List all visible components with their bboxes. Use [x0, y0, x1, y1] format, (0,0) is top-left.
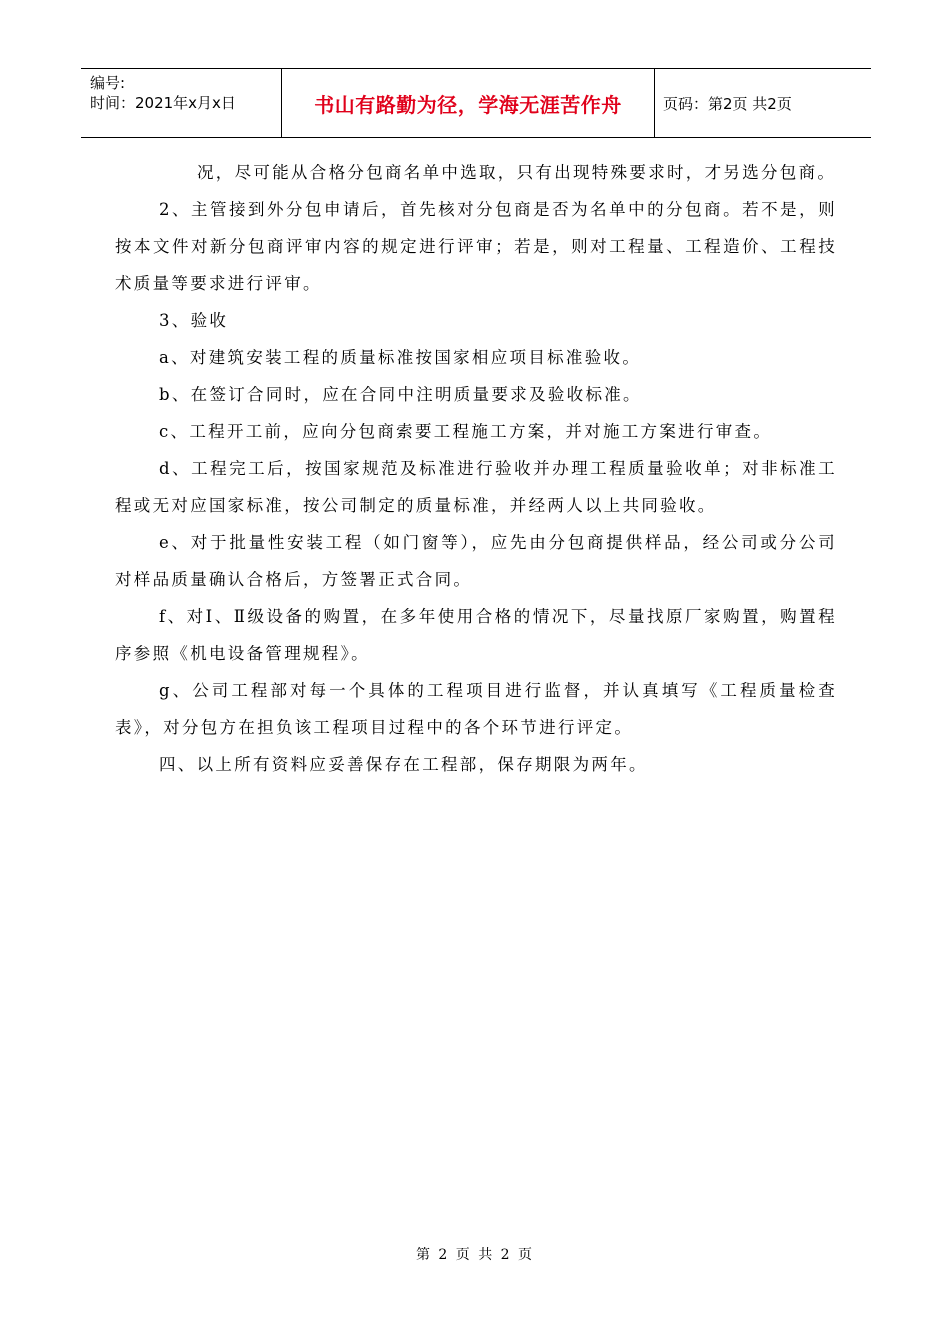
document-body	[115, 154, 837, 783]
page-header	[81, 68, 871, 138]
document-number-label: 编号:	[90, 74, 126, 92]
page-footer: 第 2 页 共 2 页	[415, 1247, 535, 1263]
paragraph-continuation: 况，尽可能从合格分包商名单中选取，只有出现特殊要求时，才另选分包商。	[197, 163, 837, 182]
header-motto: 书山有路勤为径，学海无涯苦作舟	[281, 69, 655, 137]
paragraph-item-3-heading: 3、验收	[159, 311, 229, 330]
paragraph-item-a: a、对建筑安装工程的质量标准按国家相应项目标准验收。	[159, 348, 642, 367]
paragraph-item-b: b、在签订合同时，应在合同中注明质量要求及验收标准。	[159, 385, 642, 404]
paragraph-item-f: f、对Ⅰ、Ⅱ级设备的购置，在多年使用合格的情况下，尽量找原厂家购置，购置程序参照《机电设备管理规程》。	[115, 607, 837, 663]
paragraph-section-4: 四、以上所有资料应妥善保存在工程部，保存期限为两年。	[159, 755, 648, 774]
paragraph-item-g: g、公司工程部对每一个具体的工程项目进行监督，并认真填写《工程质量检查表》，对分包方在担负该工程项目过程中的各个环节进行评定。	[115, 681, 837, 737]
paragraph-item-2: 2、主管接到外分包申请后，首先核对分包商是否为名单中的分包商。若不是，则按本文件对新分包商评审内容的规定进行评审；若是，则对工程量、工程造价、工程技术质量等要求进行评审。	[115, 200, 837, 293]
document-date: 时间：2021年x月x日	[90, 94, 236, 112]
paragraph-item-d: d、工程完工后，按国家规范及标准进行验收并办理工程质量验收单；对非标准工程或无对应国家标准，按公司制定的质量标准，并经两人以上共同验收。	[115, 459, 837, 515]
header-meta	[81, 69, 281, 137]
paragraph-item-c: c、工程开工前，应向分包商索要工程施工方案，并对施工方案进行审查。	[159, 422, 773, 441]
header-page-info: 页码：第2页 共2页	[663, 94, 792, 113]
paragraph-item-e: e、对于批量性安装工程（如门窗等），应先由分包商提供样品，经公司或分公司对样品质量确认合格后，方签署正式合同。	[115, 533, 837, 589]
